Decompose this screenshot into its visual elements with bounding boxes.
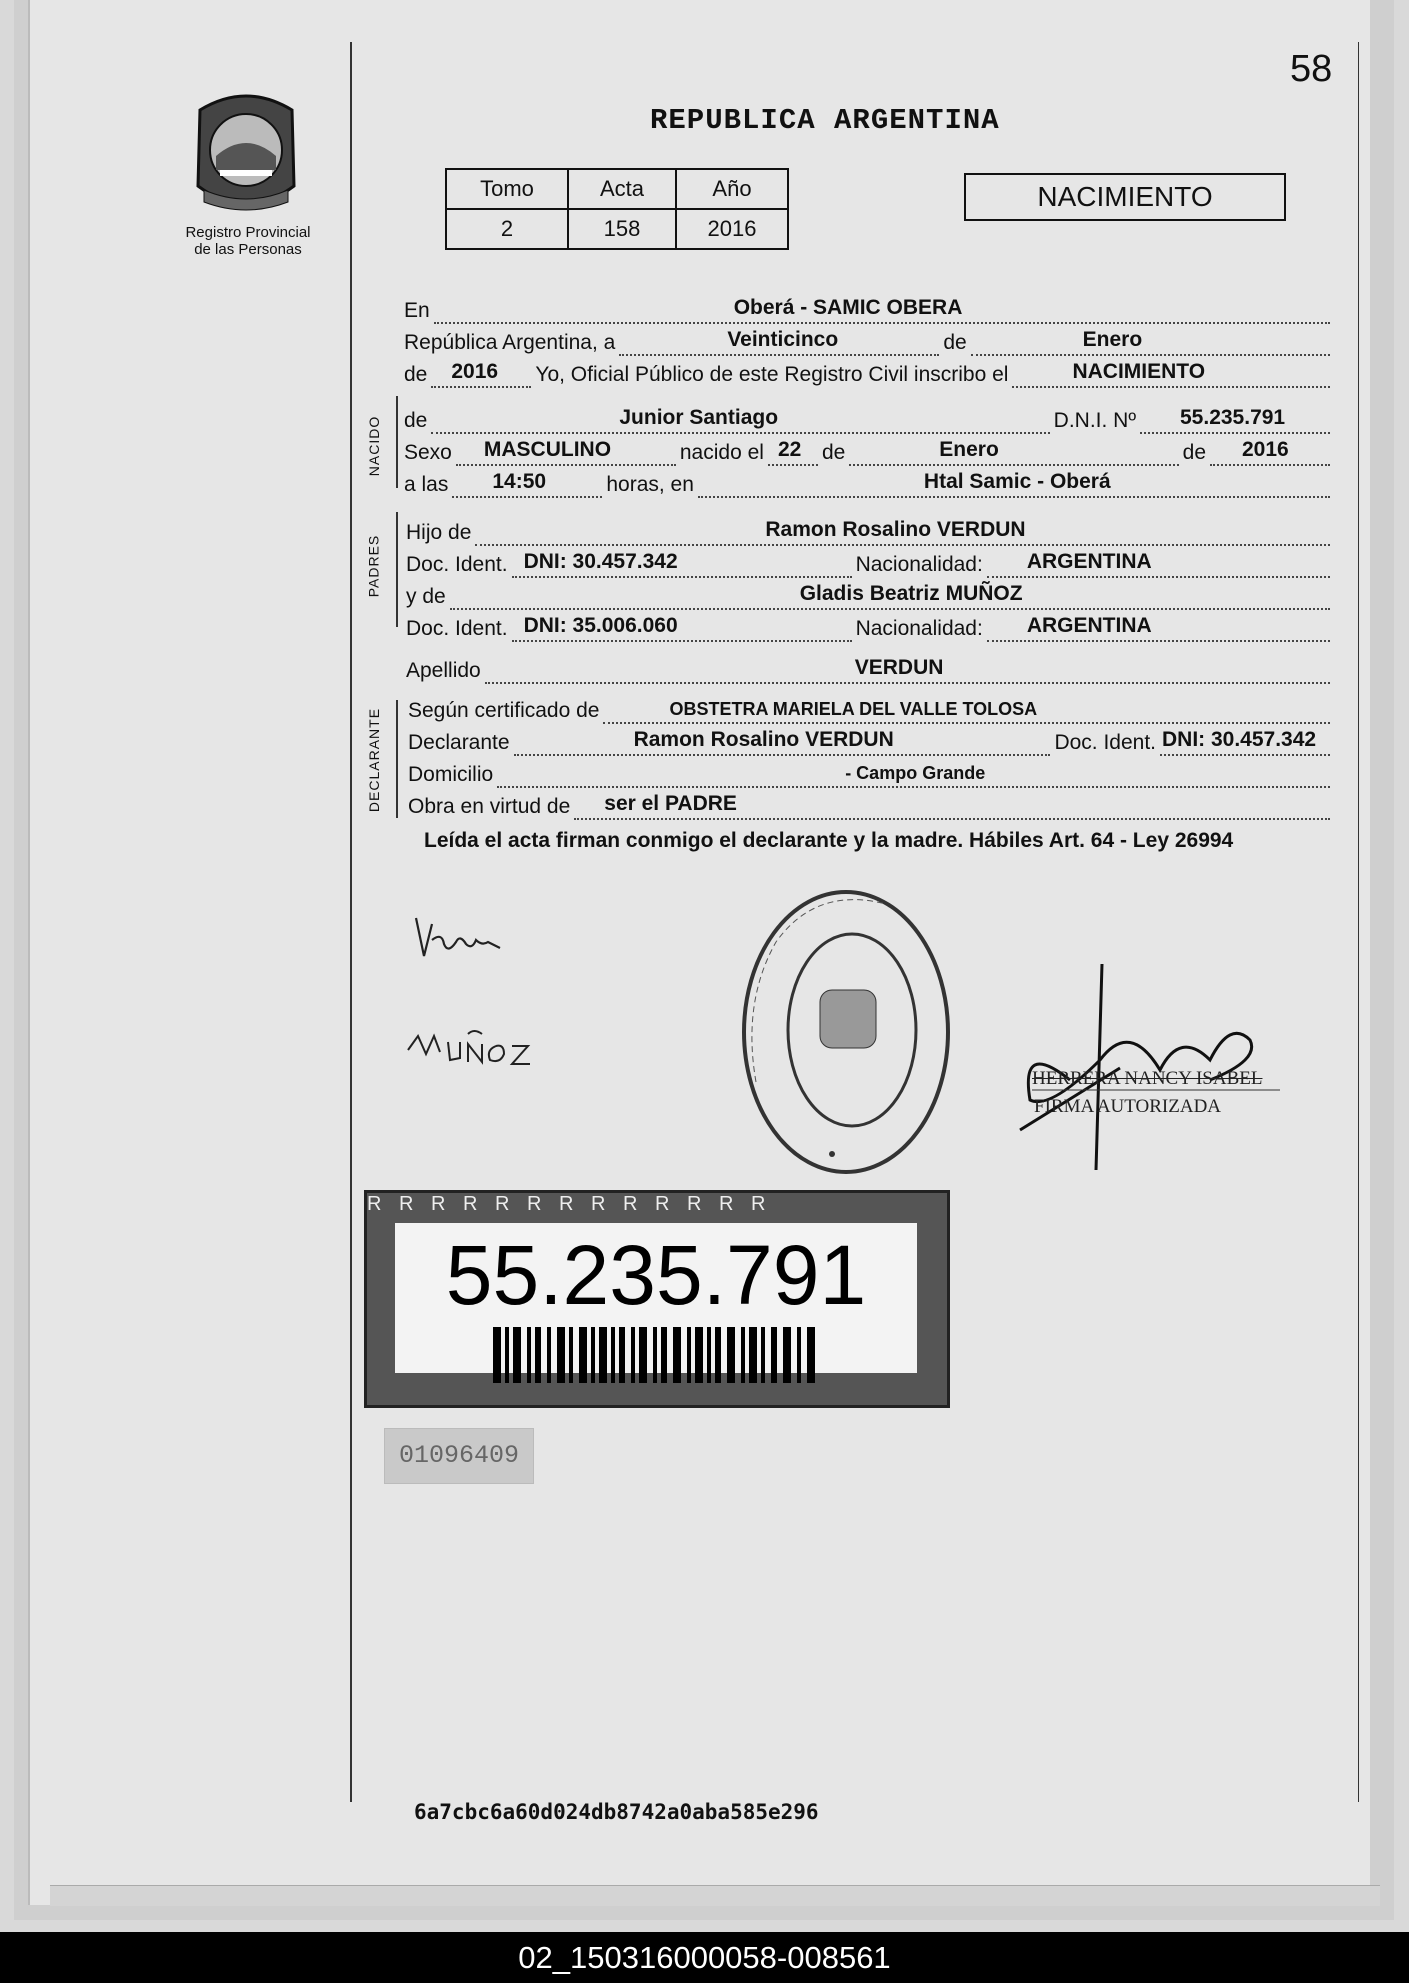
logo-label-line-1: Registro Provincial: [185, 224, 311, 241]
signature-munoz: [404, 1024, 534, 1084]
decl-doc-label: Doc. Ident.: [1054, 731, 1156, 754]
dom-label: Domicilio: [408, 763, 494, 786]
barcode-icon: [493, 1327, 823, 1383]
sexo-field: [456, 436, 676, 466]
nacido-bracket: [396, 396, 398, 488]
mother-nac-label: Nacionalidad:: [855, 617, 983, 640]
obra-label: Obra en virtud de: [408, 795, 571, 818]
declarante-bracket: [396, 700, 398, 818]
mother-row: [406, 578, 1334, 610]
value-tomo: 2: [446, 209, 568, 249]
year-field: [431, 358, 531, 388]
birth-day-value: 22: [777, 438, 802, 461]
name-field: [431, 404, 1049, 434]
horas-label: horas, en: [606, 473, 694, 496]
de-label: de: [943, 331, 967, 354]
hora-row: [404, 466, 1334, 498]
sheet-bottom-edge: [50, 1885, 1380, 1906]
inscribo-value: NACIMIENTO: [1072, 360, 1206, 383]
fecha-row: [404, 324, 1334, 356]
dni-field: [1140, 404, 1330, 434]
en-value: Oberá - SAMIC OBERA: [733, 296, 963, 319]
header-tomo: Tomo: [446, 169, 568, 209]
cert-field: [603, 694, 1330, 724]
dom-row: [408, 756, 1334, 788]
birth-month-value: Enero: [939, 438, 999, 461]
left-margin-line: [350, 42, 352, 1802]
inscribo-row: [404, 356, 1334, 388]
official-name: HERRERA NANCY ISABEL: [1032, 1068, 1263, 1089]
decl-doc-value: DNI: 30.457.342: [1162, 728, 1317, 751]
closing-note: Leída el acta firman conmigo el declarante y la madre. Hábiles Art. 64 - Ley 26994: [424, 829, 1234, 852]
obra-value: ser el PADRE: [604, 792, 737, 815]
mother-field: [450, 580, 1330, 610]
inscribo-field: [1012, 358, 1330, 388]
value-acta: 158: [568, 209, 676, 249]
nacido-de2-label: de: [821, 441, 846, 464]
nacido-de-label: de: [404, 409, 428, 432]
serial-number: 01096409: [384, 1428, 534, 1484]
cert-value: OBSTETRA MARIELA DEL VALLE TOLOSA: [669, 699, 1038, 719]
dni-value: 55.235.791: [1180, 406, 1286, 429]
dni-sticker: [364, 1190, 950, 1408]
decl-row: [408, 724, 1334, 756]
father-nac-field: [987, 548, 1330, 578]
father-nac-value: ARGENTINA: [1026, 550, 1152, 573]
month-value: Enero: [1082, 328, 1143, 351]
value-ano: 2016: [676, 209, 788, 249]
signature-verdun: [410, 910, 510, 970]
sexo-value: MASCULINO: [483, 438, 612, 461]
mother-doc-value: DNI: 35.006.060: [523, 614, 678, 637]
decl-doc-field: [1160, 726, 1330, 756]
registry-table: [445, 168, 789, 250]
inscribo-label: Yo, Oficial Público de este Registro Civil inscribo el: [535, 363, 1009, 386]
document-hash: 6a7cbc6a60d024db8742a0aba585e296: [414, 1800, 819, 1824]
month-field: [971, 326, 1330, 356]
document-sheet: [30, 0, 1370, 1905]
nacido-de3-label: de: [1182, 441, 1206, 464]
padres-side-label: PADRES: [365, 534, 382, 598]
time-field: [452, 468, 602, 498]
registry-stamp: [736, 882, 954, 1182]
birth-year-value: 2016: [1242, 438, 1289, 461]
father-doc-label: Doc. Ident.: [406, 553, 508, 576]
day-field: [619, 326, 939, 356]
father-nac-label: Nacionalidad:: [855, 553, 983, 576]
official-caption: FIRMA AUTORIZADA: [1034, 1096, 1222, 1117]
mother-value: Gladis Beatriz MUÑOZ: [799, 582, 1023, 605]
nacido-name-row: [404, 402, 1334, 434]
decl-value: Ramon Rosalino VERDUN: [633, 728, 894, 751]
time-value: 14:50: [492, 470, 547, 493]
obra-field: [574, 790, 1330, 820]
mother-nac-value: ARGENTINA: [1026, 614, 1152, 637]
cert-row: [408, 692, 1334, 724]
de2-label: de: [404, 363, 428, 386]
obra-row: [408, 788, 1334, 820]
dom-field: [497, 758, 1330, 788]
republica-label: República Argentina, a: [404, 331, 616, 354]
header-acta: Acta: [568, 169, 676, 209]
registry-logo-label: [178, 224, 318, 258]
mother-doc-field: [512, 612, 852, 642]
certificate-type-box: NACIMIENTO: [964, 173, 1286, 221]
name-value: Junior Santiago: [619, 406, 779, 429]
sticker-number: 55.235.791: [445, 1228, 867, 1322]
declarante-side-label: DECLARANTE: [366, 707, 383, 813]
alas-label: a las: [404, 473, 449, 496]
logo-label-line-2: de las Personas: [194, 241, 302, 258]
father-doc-value: DNI: 30.457.342: [523, 550, 678, 573]
place-value: Htal Samic - Oberá: [923, 470, 1111, 493]
year-value: 2016: [451, 360, 499, 383]
page-title: REPUBLICA ARGENTINA: [650, 104, 1000, 137]
apellido-value: VERDUN: [854, 656, 944, 679]
nacido-el-label: nacido el: [679, 441, 764, 464]
father-doc-field: [512, 548, 852, 578]
apellido-label: Apellido: [406, 659, 481, 682]
father-doc-row: [406, 546, 1334, 578]
sticker-pattern: R R R R R R R R R R R R R: [367, 1193, 772, 1215]
apellido-row: [406, 652, 1334, 684]
hijo-label: Hijo de: [406, 521, 472, 544]
place-field: [698, 468, 1330, 498]
cert-label: Según certificado de: [408, 699, 600, 722]
birth-month-field: [849, 436, 1178, 466]
en-row: [404, 292, 1334, 324]
dni-label: D.N.I. Nº: [1053, 409, 1136, 432]
en-field: [434, 294, 1330, 324]
page-number: 58: [1290, 48, 1333, 90]
scan-filename: 02_150316000058-008561: [518, 1940, 891, 1975]
sexo-label: Sexo: [404, 441, 452, 464]
sticker-label: [395, 1223, 917, 1373]
father-row: [406, 514, 1334, 546]
day-value: Veinticinco: [727, 328, 839, 351]
nacido-side-label: NACIDO: [366, 415, 383, 477]
dom-value: - Campo Grande: [845, 763, 986, 783]
right-margin-line: [1358, 42, 1359, 1802]
province-seal-icon: [190, 90, 302, 218]
father-field: [475, 516, 1330, 546]
yde-label: y de: [406, 585, 446, 608]
mother-doc-row: [406, 610, 1334, 642]
birth-day-field: [768, 436, 818, 466]
header-ano: Año: [676, 169, 788, 209]
decl-label: Declarante: [408, 731, 510, 754]
mother-doc-label: Doc. Ident.: [406, 617, 508, 640]
en-label: En: [404, 299, 430, 322]
birth-year-field: [1210, 436, 1330, 466]
padres-bracket: [396, 512, 398, 627]
apellido-field: [485, 654, 1330, 684]
father-value: Ramon Rosalino VERDUN: [765, 518, 1026, 541]
sexo-row: [404, 434, 1334, 466]
mother-nac-field: [987, 612, 1330, 642]
decl-field: [514, 726, 1051, 756]
